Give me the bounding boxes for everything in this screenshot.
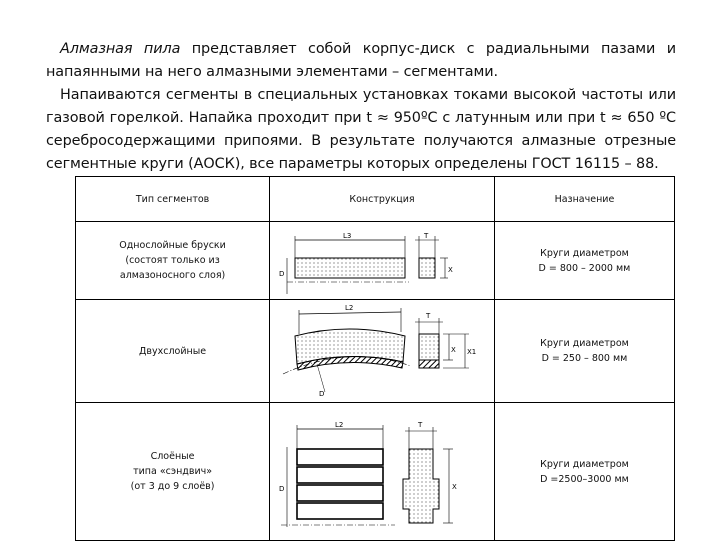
- header-purpose: Назначение: [494, 177, 674, 222]
- table-row: [76, 300, 675, 403]
- length-label: L2: [345, 303, 354, 312]
- intro-paragraph-2: Напаиваются сегменты в специальных установках токами высокой частоты или газовой горелкой. Напайка проходит при t ≈ 950ºС с латунным или при t ≈ 650 ºС серебросодержащими припоями. В результате получаются алмазные отрезные сегментные круги (АОСК), все параметры которых определены ГОСТ 16115 – 88.: [46, 87, 676, 172]
- height-label: X: [448, 265, 453, 274]
- segments-table: [75, 176, 675, 541]
- intro-text: [46, 38, 676, 176]
- table-header-row: [76, 177, 675, 222]
- table-row: [76, 222, 675, 300]
- purpose-line: D =2500–3000 мм: [540, 473, 629, 485]
- purpose-line: Круги диаметром: [540, 458, 629, 470]
- height-label: X: [451, 345, 456, 354]
- intro-paragraph-1-text: представляет собой корпус-диск с радиальными пазами и напаянными на него алмазными элементами – сегментами.: [46, 41, 677, 80]
- purpose-line: D = 800 – 2000 мм: [538, 262, 631, 274]
- diameter-label: D: [279, 485, 285, 493]
- height-label: X: [452, 483, 457, 491]
- total-height-label: X1: [467, 347, 477, 356]
- segment-type-line: (от 3 до 9 слоёв): [130, 481, 215, 492]
- segment-type-line: Слоёные: [150, 451, 195, 462]
- length-label: L2: [335, 421, 344, 429]
- segment-type-line: Однослойные бруски: [119, 240, 226, 251]
- length-label: L3: [343, 231, 352, 240]
- two-layer-segment-diagram: [277, 304, 487, 399]
- diameter-label: D: [279, 269, 285, 278]
- sandwich-segment-diagram: [277, 409, 487, 534]
- single-layer-segment-diagram: [277, 226, 487, 296]
- header-construction: Конструкция: [270, 177, 495, 222]
- construction-cell: [270, 403, 495, 541]
- purpose-line: Круги диаметром: [540, 338, 629, 349]
- thickness-label: T: [426, 311, 431, 320]
- intro-paragraph-1: [46, 38, 676, 84]
- purpose-line: Круги диаметром: [540, 247, 629, 259]
- segment-type-line: (состоят только из: [125, 255, 220, 266]
- segment-type-line: Двухслойные: [139, 345, 207, 357]
- diameter-label: D: [319, 389, 325, 398]
- construction-cell: [270, 222, 495, 300]
- purpose-cell: [494, 403, 674, 541]
- purpose-line: D = 250 – 800 мм: [541, 353, 628, 364]
- purpose-cell: [494, 222, 674, 300]
- segment-type-cell: [76, 403, 270, 541]
- segment-type-cell: [76, 300, 270, 403]
- purpose-cell: [494, 300, 674, 403]
- segment-type-cell: [76, 222, 270, 300]
- thickness-label: T: [418, 421, 423, 429]
- term-diamond-saw: Алмазная пила: [60, 41, 181, 57]
- table-row: [76, 403, 675, 541]
- segment-type-line: типа «сэндвич»: [133, 466, 213, 477]
- header-segment-type: Тип сегментов: [76, 177, 270, 222]
- thickness-label: T: [424, 231, 429, 240]
- segment-type-line: алмазоносного слоя): [119, 270, 226, 281]
- construction-cell: [270, 300, 495, 403]
